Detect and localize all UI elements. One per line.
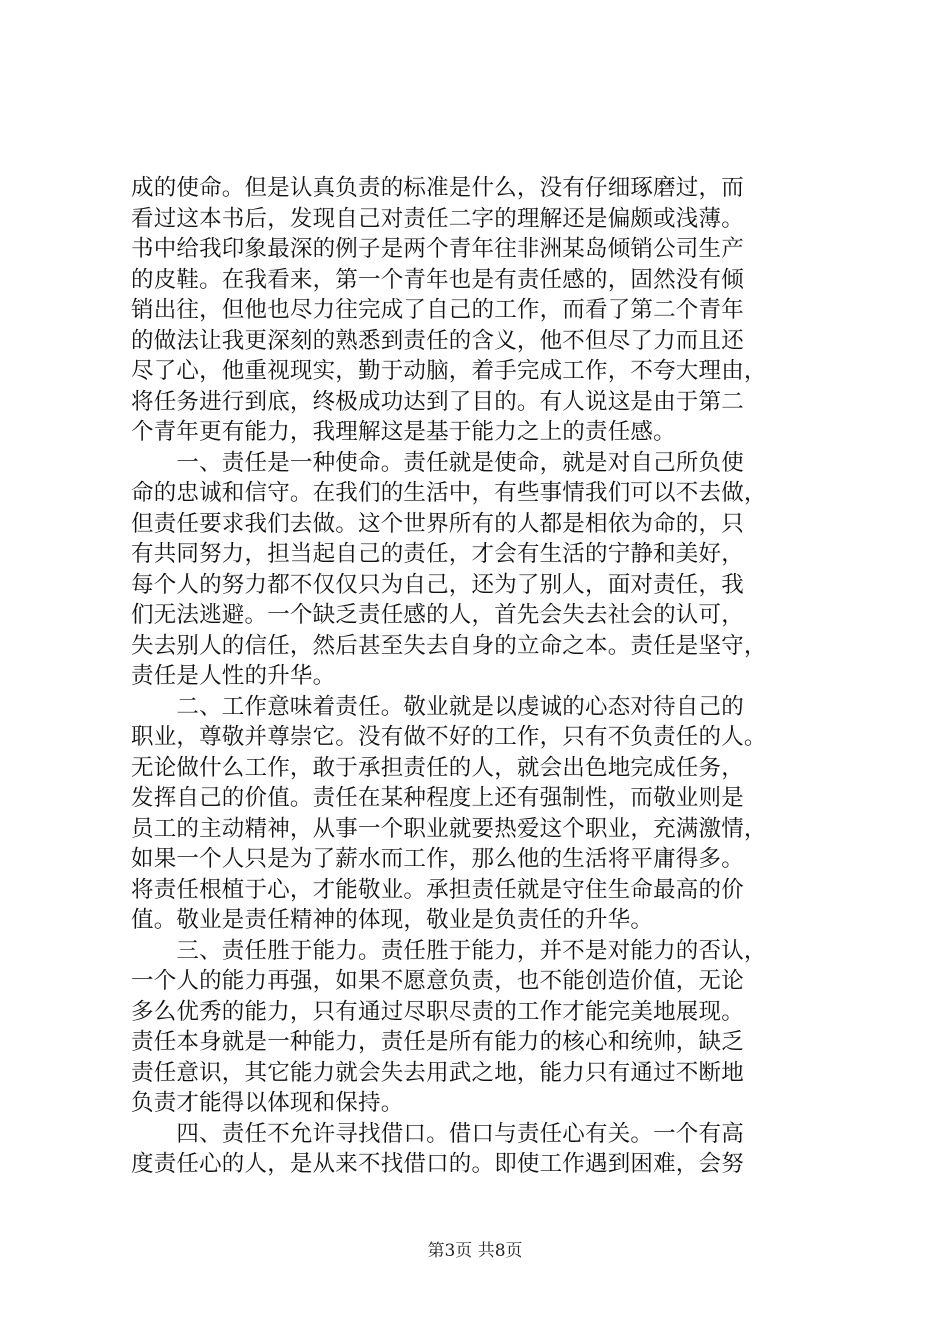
text-line: 职业，尊敬并尊崇它。没有做不好的工作，只有不负责任的人。: [131, 724, 767, 750]
text-line: 的皮鞋。在我看来，第一个青年也是有责任感的，固然没有倾: [131, 266, 744, 293]
text-line: 成的使命。但是认真负责的标准是什么，没有仔细琢磨过，而: [131, 175, 744, 201]
paragraph-3-start: 三、责任胜于能力。责任胜于能力，并不是对能力的否认，: [131, 937, 767, 964]
text-line: 一个人的能力再强，如果不愿意负责，也不能创造价值，无论: [131, 968, 744, 994]
text-line: 命的忠诚和信守。在我们的生活中，有些事情我们可以不去做，: [131, 480, 767, 506]
text-line: 书中给我印象最深的例子是两个青年往非洲某岛倾销公司生产: [131, 236, 744, 262]
text-line: 的做法让我更深刻的熟悉到责任的含义，他不但尽了力而且还: [131, 327, 744, 354]
text-line: 将任务进行到底，终极成功达到了目的。有人说这是由于第二: [131, 388, 744, 415]
text-line: 负责才能得以体现和保持。: [131, 1090, 404, 1116]
text-line: 将责任根植于心，才能敬业。承担责任就是守住生命最高的价: [131, 876, 744, 903]
text-line: 每个人的努力都不仅仅只为自己，还为了别人，面对责任，我: [131, 571, 744, 598]
text-line: 多么优秀的能力，只有通过尽职尽责的工作才能完美地展现。: [131, 998, 744, 1025]
text-line: 有共同努力，担当起自己的责任，才会有生活的宁静和美好，: [131, 541, 744, 567]
text-line: 责任是人性的升华。: [131, 663, 336, 689]
body-text: [131, 173, 831, 1180]
paragraph-1-start: 一、责任是一种使命。责任就是使命，就是对自己所负使: [131, 449, 744, 476]
text-line: 失去别人的信任，然后甚至失去自身的立命之本。责任是坚守，: [131, 632, 767, 659]
text-line: 无论做什么工作，敢于承担责任的人，就会出色地完成任务，: [131, 754, 744, 781]
text-line: 度责任心的人，是从来不找借口的。即使工作遇到困难，会努: [131, 1151, 744, 1177]
text-line: 看过这本书后，发现自己对责任二字的理解还是偏颇或浅薄。: [131, 205, 744, 232]
text-line: 员工的主动精神，从事一个职业就要热爱这个职业，充满激情，: [131, 815, 767, 842]
text-line: 尽了心，他重视现实，勤于动脑，着手完成工作，不夸大理由，: [131, 358, 767, 384]
text-line: 销出往，但他也尽力往完成了自己的工作，而看了第二个青年: [131, 297, 744, 323]
page-number-footer: 第3页 共8页: [427, 1241, 523, 1261]
text-line: 发挥自己的价值。责任在某种程度上还有强制性，而敬业则是: [131, 785, 744, 811]
paragraph-4-start: 四、责任不允许寻找借口。借口与责任心有关。一个有高: [131, 1120, 744, 1147]
text-line: 们无法逃避。一个缺乏责任感的人，首先会失去社会的认可，: [131, 602, 744, 628]
text-line: 个青年更有能力，我理解这是基于能力之上的责任感。: [131, 419, 676, 445]
text-line: 责任意识，其它能力就会失去用武之地，能力只有通过不断地: [131, 1059, 744, 1086]
text-line: 如果一个人只是为了薪水而工作，那么他的生活将平庸得多。: [131, 846, 744, 872]
paragraph-2-start: 二、工作意味着责任。敬业就是以虔诚的心态对待自己的: [131, 693, 744, 720]
text-line: 但责任要求我们去做。这个世界所有的人都是相依为命的，只: [131, 510, 744, 537]
text-line: 责任本身就是一种能力，责任是所有能力的核心和统帅，缺乏: [131, 1029, 744, 1055]
text-line: 值。敬业是责任精神的体现，敬业是负责任的升华。: [131, 907, 654, 933]
